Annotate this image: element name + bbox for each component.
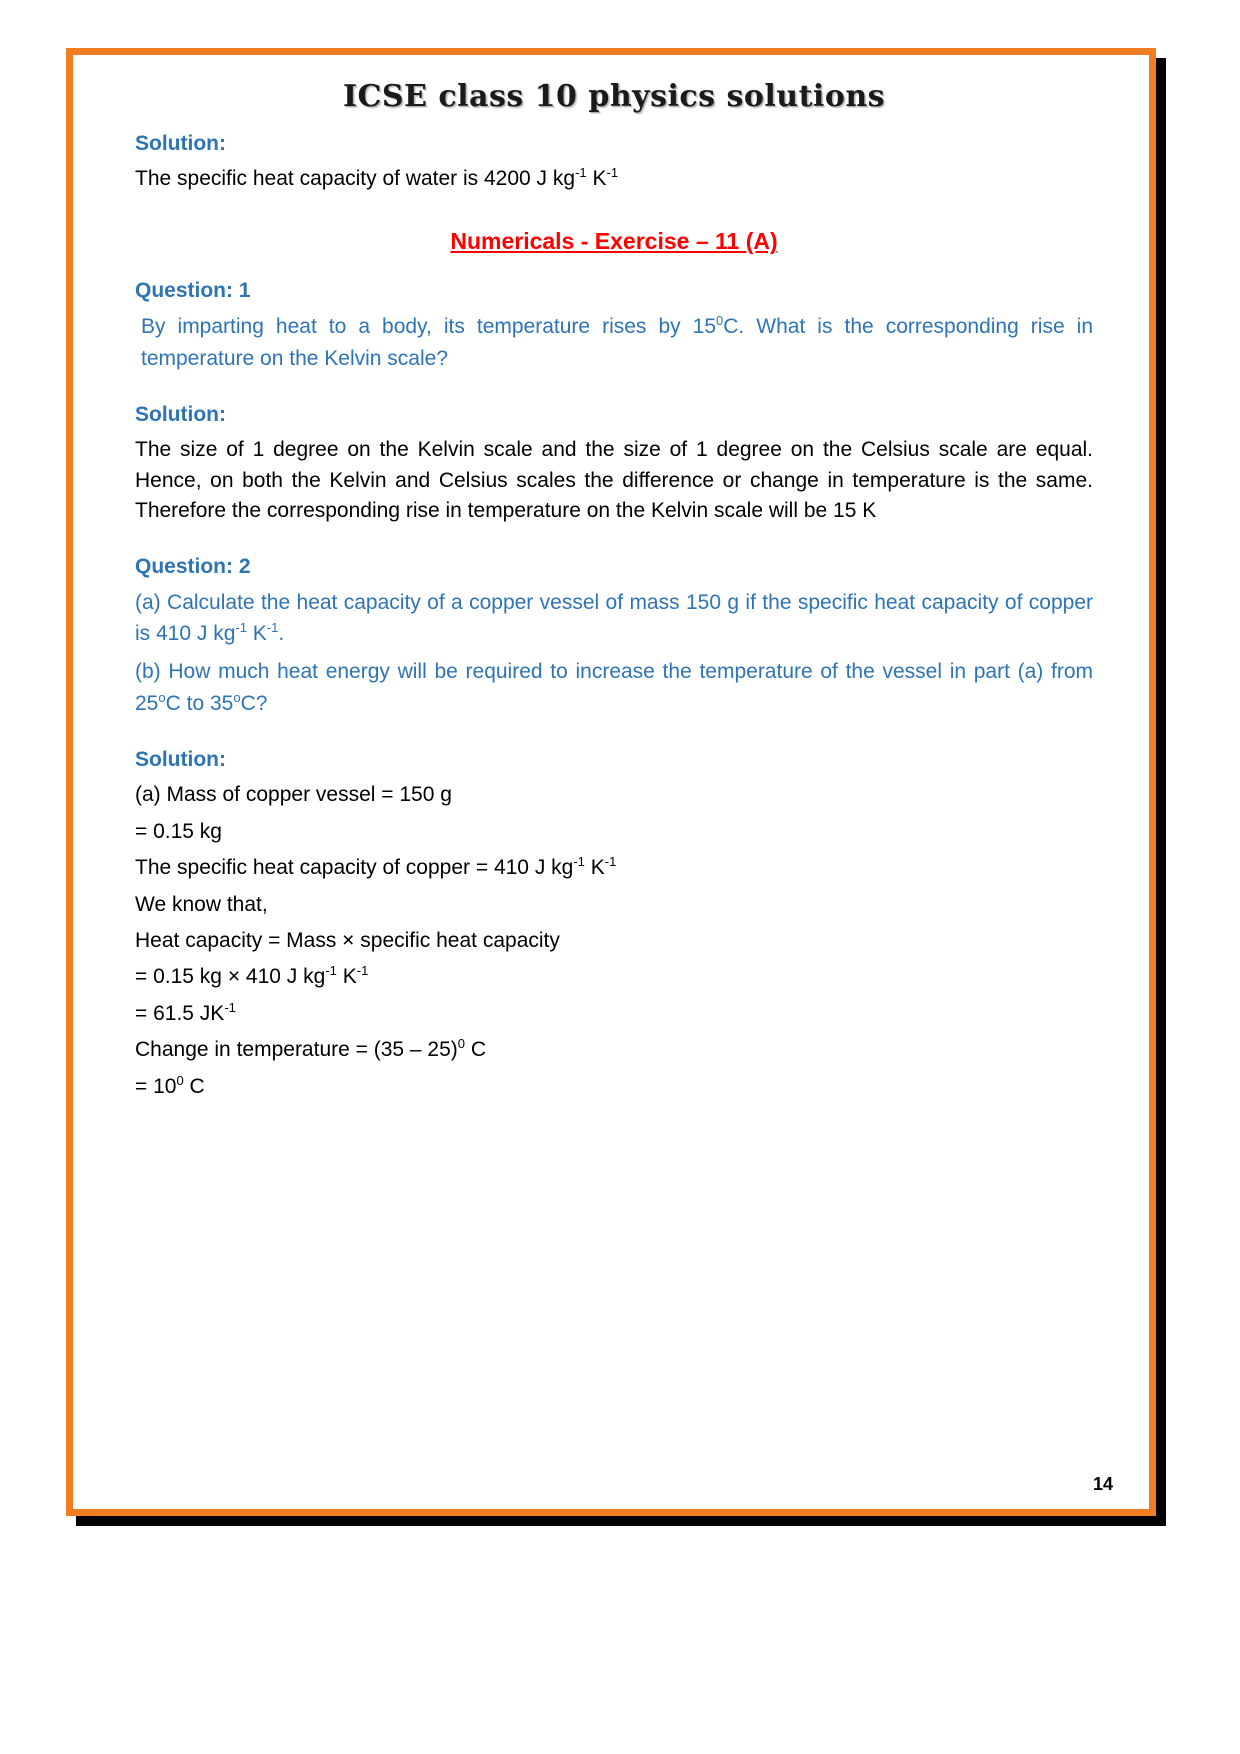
- solution-2-line-8-part2: C: [465, 1038, 487, 1062]
- solution-2-line-6-part1: = 0.15 kg × 410 J kg: [135, 965, 326, 989]
- solution-2-line-3-sup2: -1: [604, 854, 617, 870]
- solution-text-0-sup2: -1: [606, 165, 619, 180]
- question-2a-part1: (a) Calculate the heat capacity of a copper vessel of mass 150 g if the specific heat capacity of copper is 410 J kg: [135, 590, 1093, 646]
- solution-2-line-2: = 0.15 kg: [135, 819, 222, 843]
- solution-2-line-3-sup1: -1: [573, 854, 585, 870]
- solution-label-0: Solution:: [135, 132, 226, 155]
- solution-2-line-5: Heat capacity = Mass × specific heat capacity: [135, 928, 560, 952]
- solution-2-line-6-sup2: -1: [356, 963, 369, 979]
- solution-2-line-7-sup: -1: [224, 999, 236, 1015]
- solution-text-0: [135, 164, 1093, 194]
- page-number: 14: [1092, 1474, 1113, 1494]
- question-1-sup: 0: [716, 313, 724, 329]
- solution-2-line-6-sup1: -1: [325, 963, 337, 979]
- question-2b-text: [135, 656, 1093, 720]
- question-2a-sup2: -1: [266, 620, 279, 636]
- section-heading: Numericals - Exercise – 11 (A): [450, 228, 778, 255]
- solution-2-line-4: We know that,: [135, 892, 268, 916]
- solution-2-line-9-part2: C: [183, 1074, 205, 1098]
- solution-2-line-7: [135, 999, 1093, 1029]
- solution-text-0-part1: The specific heat capacity of water is 4200 J kg: [135, 167, 576, 190]
- question-2b-part1: (b) How much heat energy will be required to increase the temperature of the vessel in part (a) from 25: [135, 660, 1093, 716]
- solution-2-line-3-part1: The specific heat capacity of copper = 410 J kg: [135, 856, 574, 880]
- solution-2-line-8-sup: 0: [457, 1036, 466, 1052]
- solution-2-line-6-part2: K: [336, 965, 357, 989]
- question-2a-sup1: -1: [235, 620, 247, 636]
- solution-2-label: Solution:: [135, 748, 226, 772]
- solution-2-line-8: [135, 1035, 1093, 1065]
- question-1-label: Question: 1: [135, 279, 251, 303]
- solution-text-0-part2: K: [586, 167, 607, 190]
- document-page: [66, 48, 1156, 1516]
- solution-2-line-3-part2: K: [584, 856, 605, 880]
- solution-2-line-7-part1: = 61.5 JK: [135, 1001, 225, 1025]
- question-2b-sup2: o: [233, 690, 241, 706]
- solution-1-label: Solution:: [135, 403, 226, 427]
- question-2a-part3: .: [278, 622, 285, 646]
- page-title: ICSE class 10 physics solutions: [342, 79, 886, 114]
- question-2b-part3: C?: [240, 692, 268, 716]
- solution-2-line-1: (a) Mass of copper vessel = 150 g: [135, 783, 452, 807]
- solution-2-line-6: [135, 962, 1093, 992]
- solution-2-line-3: [135, 853, 1093, 883]
- solution-1-text: The size of 1 degree on the Kelvin scale and the size of 1 degree on the Celsius scale are equal. Hence, on both the Kelvin and Celsius scales the difference or change in temperature is the same. Therefore the corresponding rise in temperature on the Kelvin scale will be 15 K: [135, 438, 1093, 523]
- question-2a-part2: K: [246, 622, 267, 646]
- solution-2-line-8-part1: Change in temperature = (35 – 25): [135, 1038, 458, 1062]
- solution-text-0-sup1: -1: [575, 165, 587, 180]
- question-1-text-part1: By imparting heat to a body, its temperature rises by 15: [141, 315, 717, 339]
- question-1-text-part2: C. What is the corresponding rise in temperature on the Kelvin scale?: [141, 315, 1093, 371]
- question-1-text: [135, 311, 1093, 375]
- question-2b-sup1: o: [158, 690, 166, 706]
- solution-2-line-9-sup: 0: [176, 1072, 184, 1088]
- question-2a-text: [135, 587, 1093, 651]
- question-2-label: Question: 2: [135, 554, 251, 578]
- question-2b-part2: C to 35: [165, 692, 234, 716]
- solution-2-line-9-part1: = 10: [135, 1074, 177, 1098]
- solution-2-line-9: [135, 1072, 1093, 1102]
